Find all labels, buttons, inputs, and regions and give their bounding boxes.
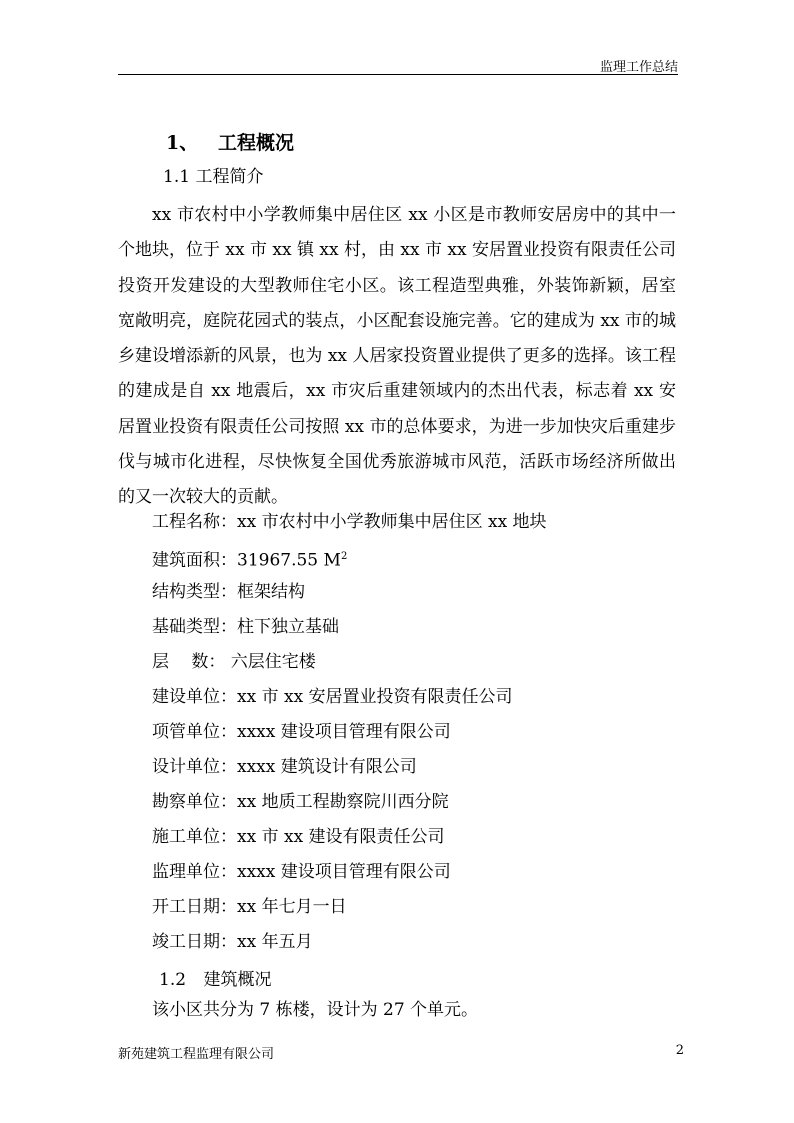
- project-management-unit: 项管单位：xxxx 建设项目管理有限公司: [152, 722, 451, 742]
- structure-type: 结构类型：框架结构: [152, 582, 305, 602]
- building-area: [152, 545, 347, 573]
- supervision-unit: 监理单位：xxxx 建设项目管理有限公司: [152, 862, 451, 882]
- completion-date: 竣工日期：xx 年五月: [152, 932, 313, 952]
- intro-paragraph: xx 市农村中小学教师集中居住区 xx 小区是市教师安居房中的其中一个地块，位于 xx 市 xx 镇 xx 村，由 xx 市 xx 安居置业投资有限责任公司投资开发建设的大型教师住宅小区。该工程造型典雅，外装饰新颖，居室宽敞明亮，庭院花园式的装点，小区配套设施完善。它的建成为 xx 市的城乡建设增添新的风景，也为 xx 人居家投资置业提供了更多的选择。该工程的建成是自 xx 地震后，xx 市灾后重建领域内的杰出代表，标志着 xx 安居置业投资有限责任公司按照 xx 市的总体要求，为进一步加快灾后重建步伐与城市化进程，尽快恢复全国优秀旅游城市风范，活跃市场经济所做出的又一次较大的贡献。: [118, 205, 676, 508]
- building-area-unit-superscript: 2: [340, 551, 348, 562]
- builder-unit: 建设单位：xx 市 xx 安居置业投资有限责任公司: [152, 687, 513, 707]
- construction-unit: 施工单位：xx 市 xx 建设有限责任公司: [152, 827, 445, 847]
- subsection-1-2-heading: [159, 965, 271, 990]
- start-date: 开工日期：xx 年七月一日: [152, 897, 347, 917]
- design-unit: 设计单位：xxxx 建筑设计有限公司: [152, 757, 417, 777]
- subsection-1-2-title: 建筑概况: [203, 970, 272, 990]
- subsection-1-1-heading: 1.1 工程简介: [163, 167, 264, 187]
- footer-company: 新苑建筑工程监理有限公司: [118, 1047, 275, 1062]
- foundation-type: 基础类型：柱下独立基础: [152, 617, 339, 637]
- section-number: 1、: [166, 132, 199, 154]
- survey-unit: 勘察单位：xx 地质工程勘察院川西分院: [152, 792, 449, 812]
- section-title: 工程概况: [218, 132, 295, 154]
- subsection-1-2-number: 1.2: [159, 970, 187, 990]
- header-divider: [118, 74, 678, 75]
- building-overview-text: 该小区共分为 7 栋楼，设计为 27 个单元。: [152, 1000, 479, 1020]
- page-number: 2: [675, 1043, 684, 1058]
- section-heading: [166, 128, 294, 155]
- header-title: 监理工作总结: [599, 60, 678, 75]
- project-name: 工程名称：xx 市农村中小学教师集中居住区 xx 地块: [152, 512, 547, 532]
- building-area-text: 建筑面积：31967.55 M: [152, 550, 341, 571]
- floor-count: 层 数： 六层住宅楼: [152, 652, 316, 672]
